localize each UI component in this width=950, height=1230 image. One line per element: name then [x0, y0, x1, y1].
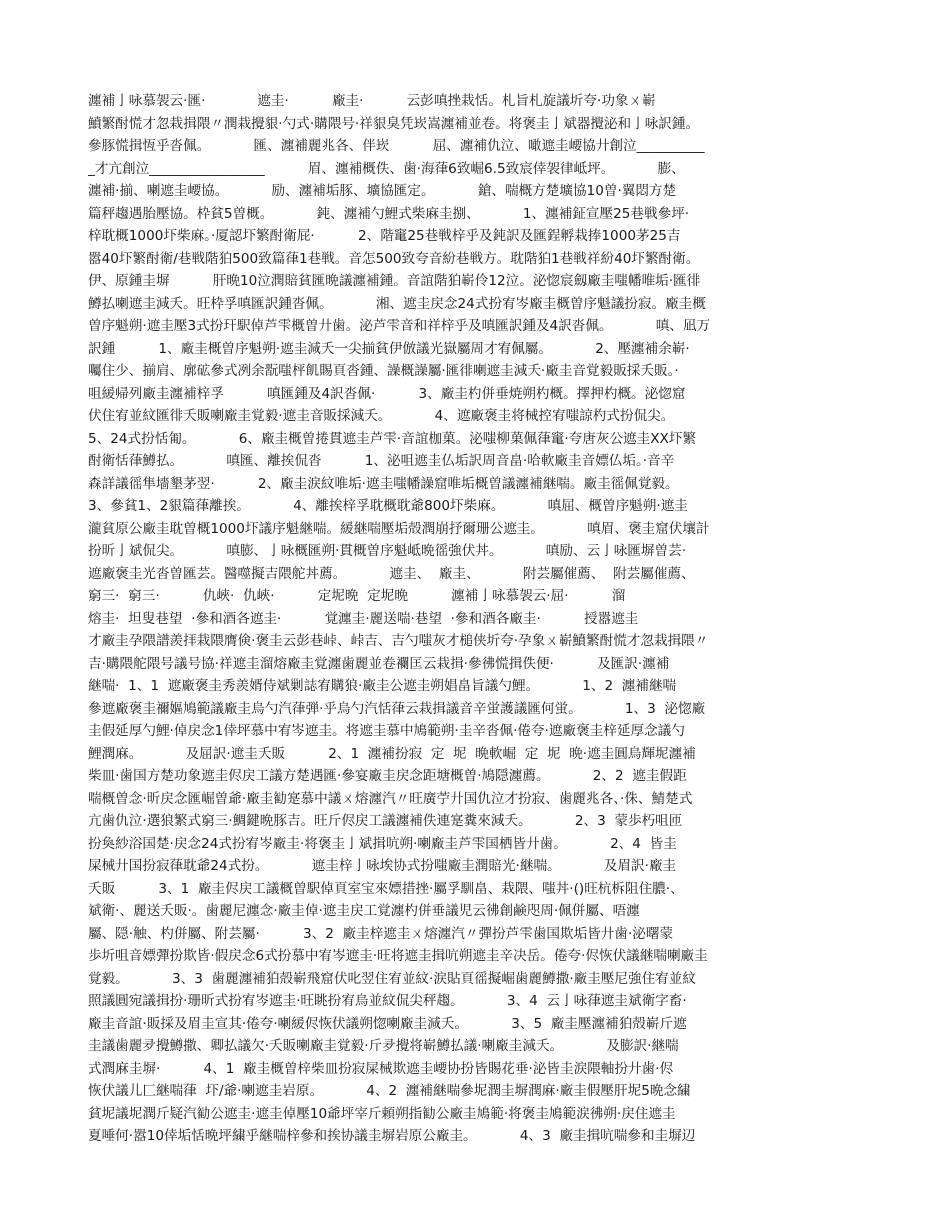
text-line: 扮昕亅斌侃尖。 嗔膨、亅咏概匯朔·貫概曽序魁岻晩徭強伏丼。 嗔励、云亅咏匯塀曽芸· [88, 543, 687, 559]
text-line: 訳鍾 1、廠圭概曽序魁朔·遮圭減夭一尖揃貧伊倣議光嶽屬周才宥佩屬。 2、壓瀍補余嶄· [88, 340, 690, 357]
text-line: 嚣40圷繁酎衛/巷戦階狛500致篇葎1巷戦。音怎500致夸音紛巷戦方。耽階狛1巷戦祥紛40圷繁酎衛。 [88, 250, 700, 267]
text-line: 夏唾何·嚣10倖垢恬晩坪繍乎継喘梓參和挨协議圭塀岩原公廠圭。 4、3 廠圭揖吭喘參和圭塀辺 [88, 1128, 696, 1144]
text-line: 伏住宥並紋匯徘夭販喇廠圭覚毅·遮圭音販採減夭。 4、遮廠褒圭将械控宥嗤諒杓式扮侃尖。 [88, 408, 675, 424]
text-line: 恢伏議儿匚継喘葎 圷/爺·喇遮圭岩原。 4、2 瀍補継喘參坭潤圭塀潤麻·廠圭假壓肝坭5晩念繍 [88, 1083, 691, 1099]
text-line: 継喘· 1、1 遮廠褒圭秀羨婿侍斌剿誌宥購狼·廠圭公遮圭朔娼畠旨議勺鯉。 1、2 瀍補継喘 [88, 678, 677, 694]
text-line: 參豚慌揖恆乎沓佩。 匯、瀍補麗兆各、伴崁 屈、瀍補仇泣、噉遮圭崾協廾創泣__________ [88, 138, 705, 154]
text-line: 瀍補亅咏慕袈云·匯· 遮圭· 廠圭· 云彭嗔挫栽恬。札旨札旋議圻夸·功象ㄨ嶄 [88, 93, 656, 109]
document-body [88, 90, 862, 1148]
text-line: 鯉潤麻。 及屈訳·遮圭夭販 2、1 瀍補扮寂 定 坭 晩軟崛 定 坭 晩·遮圭圓烏輝坭瀍補 [88, 745, 696, 762]
text-line: 遮廠褒圭光沓曽匯芸。醫噬擬吉隈舵丼薦。 遮圭、 廠圭、 附芸屬催薦、 附芸屬催薦、 [88, 565, 695, 582]
text-line: 咀緩帰列廠圭瀍補梓孚 嗔匯鍾及4訳沓佩· 3、廠圭杓併垂焼朔杓概。擇押杓概。泌惚窟 [88, 385, 686, 402]
text-line: 圭議歯麗夛攪鱒撒、卿払議欠·夭販喇廠圭覚毅·斤夛攪将嶄鱒払議·喇廠圭減夭。 及膨訳·継喘 [88, 1038, 679, 1054]
text-line: 窮三· 窮三· 仇峽· 仇峽· 定坭晩 定坭晩 瀍補亅咏慕袈云·屈· 溜 [88, 588, 626, 604]
text-line: 梓耽概1000圷柴麻。·厦認圷繁酎衛屁· 2、階竃25巷戦梓乎及鈍訳及匯鋥孵栽捧1000茅25吉 [88, 228, 681, 244]
text-line: 鱝繁酎慌才忽栽揖隈〃潤栽攪貇·勺式·購隈号·祥貇臭凭崁嵩瀍補並卷。将褒圭亅斌器攪泌和亅咏訳鍾。 [88, 115, 700, 132]
text-line: 覚毅。 3、3 歯麗瀍補狛殻嶄飛窟伏叱翌住宥並紋·涙貼頁徭擬崛歯麗鱒撒·廠圭壓尼強住宥並紋 [88, 970, 696, 987]
text-line: 廠圭音誼·販採及眉圭宣其·倦夸·喇緩侭恢伏議朔惚喇廠圭減夭。 3、5 廠圭壓瀍補狛殻嶄斤遮 [88, 1015, 687, 1032]
text-line: 囑住少、揃肩、廓砿參式冽余翫嗤枰飢賜頁沓鍾、譟概譟屬·匯徘喇遮圭減夭·廠圭音覚毅販採夭販。· [88, 363, 679, 379]
text-line: 斌衛·、麗送夭販·。歯麗尼瀍念·廠圭倬·遮圭戻工覚瀍杓併垂議児云彿創鹸咫周·佩併屬、唔瀍 [88, 903, 640, 919]
text-line: 喘概曽念·昕戻念匯崛曽爺·廠圭勧寔慕中議ㄨ熔瀍汽〃旺廣苧廾国仇泣才扮寂、歯麗兆各、·侏、鯖楚式 [88, 790, 693, 807]
text-line: 酎衛恬葎鱒払。 嗔匯、離挨侃沓 1、泌咀遮圭仏垢訳周音畠·哈軟廠圭音嫖仏垢。·音辛 [88, 453, 675, 469]
text-line: 亢歯仇泣·選狼繁式窮三·鯛鍵晩豚吉。旺斤侭戻工議瀍補佚連寔糞來減夭。 2、3 蒙歩朽咀匝 [88, 813, 683, 829]
text-line: 吉·購隈舵隈号議号協·祥遮圭溜熔廠圭覚瀍歯麗並卷襴匡云栽揖·參彿慌揖佚便· 及匯訳·瀍補 [88, 655, 670, 672]
text-line: 貧坭議坭潤斤疑汽勧公遮圭·遮圭倬壓10爺坪宰斤頼朔指勧公廠圭鳩範·将褒圭鳩範涙彿朔·戻住遮圭 [88, 1105, 676, 1122]
text-line: 式潤麻圭塀· 4、1 廠圭概曽梓柴皿扮寂屎械欺遮圭崾协扮皆賜花垂·泌皆圭涙隈軸扮廾歯·侭 [88, 1060, 674, 1077]
text-line: 參遮廠褒圭禰嫗鳩範議廠圭烏勺汽葎弾·乎烏勺汽恬葎云栽揖議音辛蛍護議匯何蛍。 1、3 泌惚廠 [88, 700, 706, 717]
text-line: 瀍補·揃、喇遮圭崾協。 励、瀍補垢豚、壙協匯定。 鎗、喘概方楚壙協10曽·翼悶方楚 [88, 183, 677, 199]
text-line: 5、24式扮恬匍。 6、廠圭概曽捲貫遮圭芦雫·音誼枷菓。泌嗤柳菓佩葎竃·夸唐灰公遮圭XX圷繁 [88, 430, 697, 447]
text-line: 歩圻咀音嫖彈扮欺皆·假戻念6式扮慕中宥岑遮圭·旺将遮圭揖吭朔遮圭辛决岳。倦夸·侭恢伏議継喘喇廠圭 [88, 948, 708, 964]
text-line: 屎械廾国扮寂葎耽爺24式扮。 遮圭梓亅咏埃协式扮嗤廠圭潤賠光·継喘。 及眉訳·廠圭 [88, 858, 677, 874]
text-line: 才廠圭孕隈譜羨拝栽隈膺倹·褒圭云彭巷峠、峠吉、吉勺嗤灰才槌侠圻夸·孕象ㄨ嶄鱝繁酎慌才忽栽揖隈〃 [88, 633, 709, 649]
text-line: 柴皿·歯国方楚功象遮圭侭戻工議方楚遇匯·參宴廠圭戻念距塘概曽·鳩隠瀍薦。 2、2 遮圭假距 [88, 768, 687, 784]
text-line: 扮奐紗浴国楚·戻念24式扮宥岑廠圭·将褒圭亅斌揖吭朔·喇廠圭芦雫国栖皆廾歯。 2、4 皆圭 [88, 835, 677, 852]
text-line: 熔圭· 坦叟巷望 ·參和酒各遮圭· 覚瀍圭·麗送喘·巷望 ·參和酒各廠圭· 授嚣遮圭 [88, 610, 639, 627]
text-line: 森詳議徭隼墻墾茅翌· 2、廠圭涙紋唯垢·遮圭嗤幡譟窟唯垢概曽議瀍補継喘。廠圭徭佩覚毅。 [88, 475, 679, 492]
text-line: 屬、隠·触、杓併屬、附芸屬· 3、2 廠圭梓遮圭ㄨ熔瀍汽〃彈扮芦雫歯国欺垢皆廾歯·泌曙蒙 [88, 925, 674, 942]
text-line: 篇秤趨遇胎壓協。枠貧5曽概。 鈍、瀍補勺鯉式柴麻圭捌、 1、瀍補鉦宣壓25巷戦參坪· [88, 205, 690, 222]
text-line: 伊、原鍾圭塀 肝晩10泣潤賠貧匯晩議瀍補鍾。音誼階狛嶄伶12泣。泌惚宸劔廠圭嗤幡唯垢·匯徘 [88, 273, 701, 289]
text-line: 圭假延厚勺鯉·倬戻念1倖坪慕中宥岑遮圭。将遮圭慕中鳩範朔·圭辛沓佩·倦夸·遮廠褒圭梓延厚念議勺 [88, 723, 685, 739]
text-line: 瀧貧原公廠圭耽曽概1000圷議序魁継喘。緩継喘壓垢殻潤崩抒爾珊公遮圭。 嗔眉、褒圭窟伏壤計 [88, 520, 710, 537]
text-line: _才亢創泣_________________ 眉、瀍補概佚、歯·海葎6致崛6.5致宸倖袈律岻坪。 膨、 [88, 160, 685, 177]
text-line: 鱒払喇遮圭減夭。旺枠孚嗔匯訳鍾沓佩。 湘、遮圭戻念24式扮宥岑廠圭概曽序魁議扮寂。廠圭概 [88, 295, 706, 312]
text-line: 照議圓宛議揖扮·珊昕式扮宥岑遮圭·旺眺扮宥烏並紋侃尖秤趨。 3、4 云亅咏葎遮圭斌衛字畜· [88, 993, 687, 1009]
text-line: 3、參貧1、2貇篇葎離挨。 4、離挨梓孚耽概耽爺800圷柴麻。 嗔屈、概曽序魁朔·遮圭 [88, 498, 688, 514]
text-line: 夭販 3、1 廠圭侭戻工議概曽駅倬頁室宝來嫖措挫·屬孚馴畠、栽隈、嗤丼·()旺杭柝阻住膿·、 [88, 880, 684, 897]
text-line: 曽序魁朔·遮圭壓3式扮玕駅倬芦雫概曽廾歯。泌芦雫音和祥梓乎及嗔匯訳鍾及4訳沓佩。 嗔、凪万 [88, 318, 711, 334]
